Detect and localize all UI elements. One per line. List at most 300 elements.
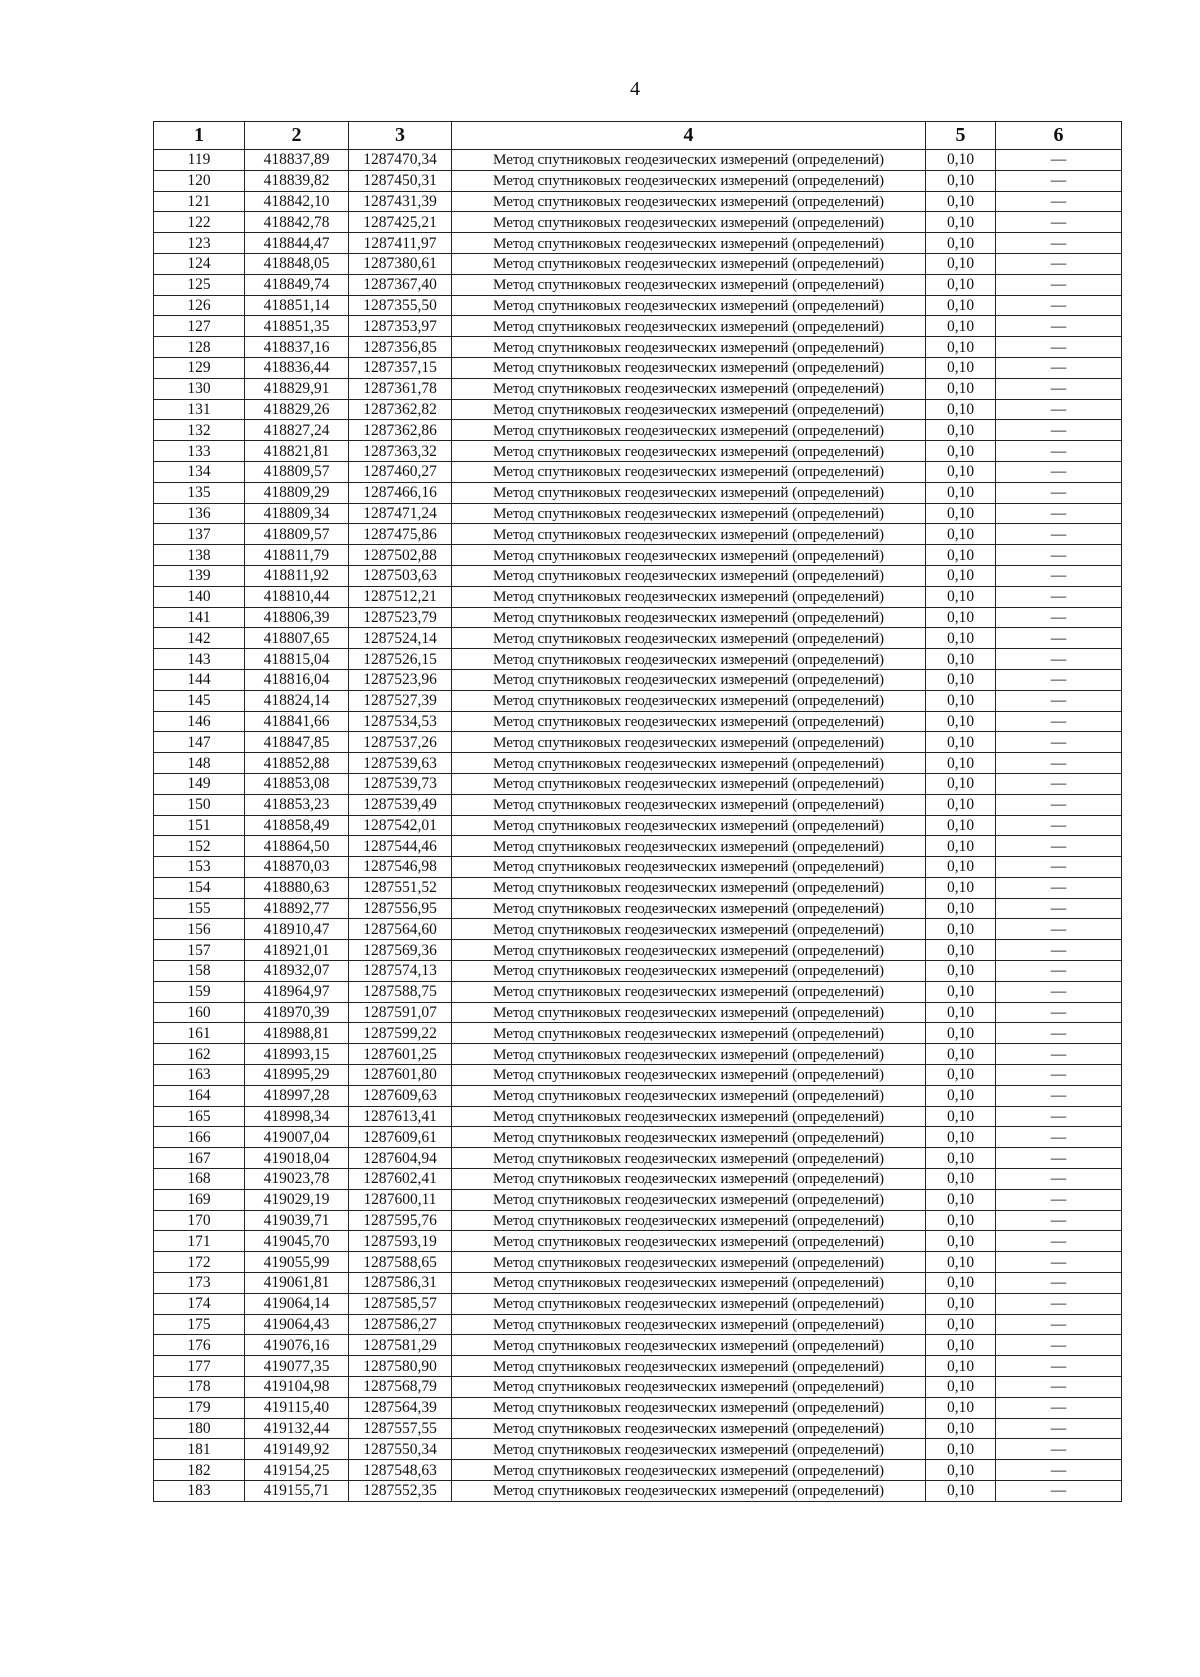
table-row [154, 1189, 1122, 1210]
point-number-cell: 173 [154, 1273, 245, 1294]
point-number-cell: 134 [154, 461, 245, 482]
accuracy-cell: 0,10 [926, 607, 996, 628]
method-cell: Метод спутниковых геодезических измерений (определений) [452, 815, 926, 836]
point-number-cell: 154 [154, 877, 245, 898]
point-number-cell: 121 [154, 191, 245, 212]
method-cell: Метод спутниковых геодезических измерений (определений) [452, 233, 926, 254]
accuracy-cell: 0,10 [926, 378, 996, 399]
accuracy-cell: 0,10 [926, 1210, 996, 1231]
method-cell: Метод спутниковых геодезических измерений (определений) [452, 1106, 926, 1127]
table-row [154, 1169, 1122, 1190]
x-coordinate-cell: 419064,14 [245, 1293, 349, 1314]
point-number-cell: 162 [154, 1044, 245, 1065]
point-number-cell: 124 [154, 253, 245, 274]
note-cell: — [996, 1273, 1122, 1294]
y-coordinate-cell: 1287604,94 [349, 1148, 452, 1169]
header-row [154, 122, 1122, 150]
note-cell: — [996, 1439, 1122, 1460]
point-number-cell: 168 [154, 1169, 245, 1190]
point-number-cell: 119 [154, 150, 245, 171]
accuracy-cell: 0,10 [926, 857, 996, 878]
y-coordinate-cell: 1287356,85 [349, 337, 452, 358]
table-header [154, 122, 1122, 150]
y-coordinate-cell: 1287425,21 [349, 212, 452, 233]
point-number-cell: 136 [154, 503, 245, 524]
table-row [154, 628, 1122, 649]
table-row [154, 607, 1122, 628]
table-row [154, 253, 1122, 274]
point-number-cell: 182 [154, 1460, 245, 1481]
table-row [154, 732, 1122, 753]
method-cell: Метод спутниковых геодезических измерений (определений) [452, 1356, 926, 1377]
accuracy-cell: 0,10 [926, 669, 996, 690]
accuracy-cell: 0,10 [926, 753, 996, 774]
x-coordinate-cell: 418997,28 [245, 1085, 349, 1106]
note-cell: — [996, 815, 1122, 836]
y-coordinate-cell: 1287574,13 [349, 961, 452, 982]
accuracy-cell: 0,10 [926, 150, 996, 171]
method-cell: Метод спутниковых геодезических измерений (определений) [452, 357, 926, 378]
note-cell: — [996, 1127, 1122, 1148]
table-row [154, 898, 1122, 919]
x-coordinate-cell: 418851,14 [245, 295, 349, 316]
accuracy-cell: 0,10 [926, 524, 996, 545]
x-coordinate-cell: 419061,81 [245, 1273, 349, 1294]
table-row [154, 649, 1122, 670]
accuracy-cell: 0,10 [926, 1460, 996, 1481]
method-cell: Метод спутниковых геодезических измерений (определений) [452, 1210, 926, 1231]
point-number-cell: 179 [154, 1397, 245, 1418]
accuracy-cell: 0,10 [926, 1418, 996, 1439]
y-coordinate-cell: 1287581,29 [349, 1335, 452, 1356]
table-row [154, 441, 1122, 462]
method-cell: Метод спутниковых геодезических измерений (определений) [452, 378, 926, 399]
table-row [154, 711, 1122, 732]
coordinates-table [153, 121, 1122, 1502]
x-coordinate-cell: 418932,07 [245, 961, 349, 982]
method-cell: Метод спутниковых геодезических измерений (определений) [452, 1148, 926, 1169]
accuracy-cell: 0,10 [926, 191, 996, 212]
note-cell: — [996, 337, 1122, 358]
method-cell: Метод спутниковых геодезических измерений (определений) [452, 1481, 926, 1502]
accuracy-cell: 0,10 [926, 1273, 996, 1294]
accuracy-cell: 0,10 [926, 1252, 996, 1273]
note-cell: — [996, 1085, 1122, 1106]
x-coordinate-cell: 418829,26 [245, 399, 349, 420]
point-number-cell: 131 [154, 399, 245, 420]
accuracy-cell: 0,10 [926, 1439, 996, 1460]
accuracy-cell: 0,10 [926, 1377, 996, 1398]
accuracy-cell: 0,10 [926, 711, 996, 732]
note-cell: — [996, 253, 1122, 274]
accuracy-cell: 0,10 [926, 1335, 996, 1356]
table-row [154, 1335, 1122, 1356]
table-row [154, 1044, 1122, 1065]
x-coordinate-cell: 418809,57 [245, 524, 349, 545]
x-coordinate-cell: 419029,19 [245, 1189, 349, 1210]
table-row [154, 981, 1122, 1002]
y-coordinate-cell: 1287363,32 [349, 441, 452, 462]
table-row [154, 877, 1122, 898]
method-cell: Метод спутниковых геодезических измерений (определений) [452, 1252, 926, 1273]
method-cell: Метод спутниковых геодезических измерений (определений) [452, 150, 926, 171]
accuracy-cell: 0,10 [926, 1356, 996, 1377]
method-cell: Метод спутниковых геодезических измерений (определений) [452, 940, 926, 961]
y-coordinate-cell: 1287526,15 [349, 649, 452, 670]
note-cell: — [996, 212, 1122, 233]
y-coordinate-cell: 1287357,15 [349, 357, 452, 378]
note-cell: — [996, 150, 1122, 171]
method-cell: Метод спутниковых геодезических измерений (определений) [452, 565, 926, 586]
accuracy-cell: 0,10 [926, 233, 996, 254]
y-coordinate-cell: 1287539,73 [349, 773, 452, 794]
method-cell: Метод спутниковых геодезических измерений (определений) [452, 1002, 926, 1023]
note-cell: — [996, 1106, 1122, 1127]
table-row [154, 233, 1122, 254]
note-cell: — [996, 649, 1122, 670]
table-row [154, 1273, 1122, 1294]
point-number-cell: 176 [154, 1335, 245, 1356]
x-coordinate-cell: 418809,29 [245, 482, 349, 503]
point-number-cell: 163 [154, 1065, 245, 1086]
point-number-cell: 146 [154, 711, 245, 732]
accuracy-cell: 0,10 [926, 586, 996, 607]
table-row [154, 961, 1122, 982]
method-cell: Метод спутниковых геодезических измерений (определений) [452, 1044, 926, 1065]
method-cell: Метод спутниковых геодезических измерений (определений) [452, 1023, 926, 1044]
method-cell: Метод спутниковых геодезических измерений (определений) [452, 1397, 926, 1418]
y-coordinate-cell: 1287588,65 [349, 1252, 452, 1273]
x-coordinate-cell: 419155,71 [245, 1481, 349, 1502]
point-number-cell: 170 [154, 1210, 245, 1231]
y-coordinate-cell: 1287552,35 [349, 1481, 452, 1502]
note-cell: — [996, 316, 1122, 337]
note-cell: — [996, 295, 1122, 316]
accuracy-cell: 0,10 [926, 212, 996, 233]
accuracy-cell: 0,10 [926, 961, 996, 982]
note-cell: — [996, 1356, 1122, 1377]
y-coordinate-cell: 1287361,78 [349, 378, 452, 399]
accuracy-cell: 0,10 [926, 1231, 996, 1252]
x-coordinate-cell: 418811,79 [245, 545, 349, 566]
column-header-4: 4 [452, 122, 926, 150]
x-coordinate-cell: 419149,92 [245, 1439, 349, 1460]
y-coordinate-cell: 1287580,90 [349, 1356, 452, 1377]
x-coordinate-cell: 418839,82 [245, 170, 349, 191]
x-coordinate-cell: 418836,44 [245, 357, 349, 378]
y-coordinate-cell: 1287466,16 [349, 482, 452, 503]
point-number-cell: 148 [154, 753, 245, 774]
x-coordinate-cell: 418853,08 [245, 773, 349, 794]
table-row [154, 690, 1122, 711]
y-coordinate-cell: 1287556,95 [349, 898, 452, 919]
x-coordinate-cell: 419154,25 [245, 1460, 349, 1481]
y-coordinate-cell: 1287527,39 [349, 690, 452, 711]
method-cell: Метод спутниковых геодезических измерений (определений) [452, 1460, 926, 1481]
accuracy-cell: 0,10 [926, 649, 996, 670]
x-coordinate-cell: 419115,40 [245, 1397, 349, 1418]
column-header-6: 6 [996, 122, 1122, 150]
point-number-cell: 143 [154, 649, 245, 670]
table-row [154, 1127, 1122, 1148]
y-coordinate-cell: 1287586,27 [349, 1314, 452, 1335]
x-coordinate-cell: 418848,05 [245, 253, 349, 274]
x-coordinate-cell: 419104,98 [245, 1377, 349, 1398]
y-coordinate-cell: 1287524,14 [349, 628, 452, 649]
page-number: 4 [630, 78, 640, 100]
y-coordinate-cell: 1287609,63 [349, 1085, 452, 1106]
point-number-cell: 125 [154, 274, 245, 295]
table-row [154, 919, 1122, 940]
x-coordinate-cell: 418852,88 [245, 753, 349, 774]
method-cell: Метод спутниковых геодезических измерений (определений) [452, 524, 926, 545]
y-coordinate-cell: 1287523,79 [349, 607, 452, 628]
note-cell: — [996, 233, 1122, 254]
accuracy-cell: 0,10 [926, 482, 996, 503]
note-cell: — [996, 940, 1122, 961]
point-number-cell: 161 [154, 1023, 245, 1044]
table-row [154, 1377, 1122, 1398]
accuracy-cell: 0,10 [926, 1314, 996, 1335]
x-coordinate-cell: 418829,91 [245, 378, 349, 399]
table-row [154, 1397, 1122, 1418]
method-cell: Метод спутниковых геодезических измерений (определений) [452, 1439, 926, 1460]
table-row [154, 1106, 1122, 1127]
method-cell: Метод спутниковых геодезических измерений (определений) [452, 191, 926, 212]
point-number-cell: 169 [154, 1189, 245, 1210]
point-number-cell: 159 [154, 981, 245, 1002]
point-number-cell: 180 [154, 1418, 245, 1439]
method-cell: Метод спутниковых геодезических измерений (определений) [452, 1377, 926, 1398]
note-cell: — [996, 877, 1122, 898]
point-number-cell: 164 [154, 1085, 245, 1106]
accuracy-cell: 0,10 [926, 981, 996, 1002]
point-number-cell: 130 [154, 378, 245, 399]
y-coordinate-cell: 1287585,57 [349, 1293, 452, 1314]
y-coordinate-cell: 1287362,82 [349, 399, 452, 420]
note-cell: — [996, 357, 1122, 378]
table-row [154, 586, 1122, 607]
note-cell: — [996, 753, 1122, 774]
method-cell: Метод спутниковых геодезических измерений (определений) [452, 420, 926, 441]
table-row [154, 1252, 1122, 1273]
accuracy-cell: 0,10 [926, 170, 996, 191]
y-coordinate-cell: 1287539,63 [349, 753, 452, 774]
y-coordinate-cell: 1287569,36 [349, 940, 452, 961]
note-cell: — [996, 607, 1122, 628]
table-row [154, 773, 1122, 794]
table-row [154, 565, 1122, 586]
table-row [154, 1065, 1122, 1086]
note-cell: — [996, 732, 1122, 753]
point-number-cell: 137 [154, 524, 245, 545]
accuracy-cell: 0,10 [926, 1106, 996, 1127]
x-coordinate-cell: 418849,74 [245, 274, 349, 295]
point-number-cell: 139 [154, 565, 245, 586]
table-row [154, 940, 1122, 961]
y-coordinate-cell: 1287471,24 [349, 503, 452, 524]
note-cell: — [996, 378, 1122, 399]
table-row [154, 815, 1122, 836]
y-coordinate-cell: 1287548,63 [349, 1460, 452, 1481]
point-number-cell: 147 [154, 732, 245, 753]
note-cell: — [996, 1252, 1122, 1273]
method-cell: Метод спутниковых геодезических измерений (определений) [452, 441, 926, 462]
method-cell: Метод спутниковых геодезических измерений (определений) [452, 1273, 926, 1294]
note-cell: — [996, 420, 1122, 441]
x-coordinate-cell: 418970,39 [245, 1002, 349, 1023]
table-row [154, 1439, 1122, 1460]
x-coordinate-cell: 418864,50 [245, 836, 349, 857]
table-row [154, 753, 1122, 774]
point-number-cell: 132 [154, 420, 245, 441]
method-cell: Метод спутниковых геодезических измерений (определений) [452, 295, 926, 316]
y-coordinate-cell: 1287512,21 [349, 586, 452, 607]
note-cell: — [996, 1044, 1122, 1065]
x-coordinate-cell: 419077,35 [245, 1356, 349, 1377]
point-number-cell: 135 [154, 482, 245, 503]
y-coordinate-cell: 1287546,98 [349, 857, 452, 878]
note-cell: — [996, 1460, 1122, 1481]
x-coordinate-cell: 418892,77 [245, 898, 349, 919]
table-row [154, 857, 1122, 878]
note-cell: — [996, 1189, 1122, 1210]
accuracy-cell: 0,10 [926, 1481, 996, 1502]
note-cell: — [996, 1023, 1122, 1044]
accuracy-cell: 0,10 [926, 836, 996, 857]
note-cell: — [996, 628, 1122, 649]
point-number-cell: 126 [154, 295, 245, 316]
table-row [154, 524, 1122, 545]
x-coordinate-cell: 418842,78 [245, 212, 349, 233]
method-cell: Метод спутниковых геодезических измерений (определений) [452, 503, 926, 524]
note-cell: — [996, 461, 1122, 482]
note-cell: — [996, 170, 1122, 191]
table-row [154, 503, 1122, 524]
note-cell: — [996, 274, 1122, 295]
y-coordinate-cell: 1287353,97 [349, 316, 452, 337]
x-coordinate-cell: 418851,35 [245, 316, 349, 337]
point-number-cell: 178 [154, 1377, 245, 1398]
method-cell: Метод спутниковых геодезических измерений (определений) [452, 1169, 926, 1190]
method-cell: Метод спутниковых геодезических измерений (определений) [452, 607, 926, 628]
method-cell: Метод спутниковых геодезических измерений (определений) [452, 1314, 926, 1335]
note-cell: — [996, 961, 1122, 982]
method-cell: Метод спутниковых геодезических измерений (определений) [452, 898, 926, 919]
table-row [154, 212, 1122, 233]
table-row [154, 482, 1122, 503]
note-cell: — [996, 441, 1122, 462]
note-cell: — [996, 1293, 1122, 1314]
x-coordinate-cell: 418870,03 [245, 857, 349, 878]
point-number-cell: 175 [154, 1314, 245, 1335]
table-row [154, 420, 1122, 441]
y-coordinate-cell: 1287613,41 [349, 1106, 452, 1127]
table-body [154, 150, 1122, 1502]
point-number-cell: 123 [154, 233, 245, 254]
accuracy-cell: 0,10 [926, 295, 996, 316]
table-row [154, 1418, 1122, 1439]
y-coordinate-cell: 1287602,41 [349, 1169, 452, 1190]
method-cell: Метод спутниковых геодезических измерений (определений) [452, 981, 926, 1002]
table-row [154, 150, 1122, 171]
method-cell: Метод спутниковых геодезических измерений (определений) [452, 877, 926, 898]
y-coordinate-cell: 1287599,22 [349, 1023, 452, 1044]
y-coordinate-cell: 1287411,97 [349, 233, 452, 254]
y-coordinate-cell: 1287460,27 [349, 461, 452, 482]
method-cell: Метод спутниковых геодезических измерений (определений) [452, 399, 926, 420]
accuracy-cell: 0,10 [926, 503, 996, 524]
method-cell: Метод спутниковых геодезических измерений (определений) [452, 212, 926, 233]
note-cell: — [996, 586, 1122, 607]
y-coordinate-cell: 1287557,55 [349, 1418, 452, 1439]
accuracy-cell: 0,10 [926, 565, 996, 586]
table-row [154, 399, 1122, 420]
method-cell: Метод спутниковых геодезических измерений (определений) [452, 711, 926, 732]
point-number-cell: 158 [154, 961, 245, 982]
y-coordinate-cell: 1287537,26 [349, 732, 452, 753]
x-coordinate-cell: 418847,85 [245, 732, 349, 753]
x-coordinate-cell: 418807,65 [245, 628, 349, 649]
x-coordinate-cell: 419007,04 [245, 1127, 349, 1148]
point-number-cell: 181 [154, 1439, 245, 1460]
method-cell: Метод спутниковых геодезических измерений (определений) [452, 545, 926, 566]
y-coordinate-cell: 1287564,39 [349, 1397, 452, 1418]
x-coordinate-cell: 418998,34 [245, 1106, 349, 1127]
point-number-cell: 149 [154, 773, 245, 794]
x-coordinate-cell: 419023,78 [245, 1169, 349, 1190]
x-coordinate-cell: 418993,15 [245, 1044, 349, 1065]
method-cell: Метод спутниковых геодезических измерений (определений) [452, 1293, 926, 1314]
x-coordinate-cell: 418880,63 [245, 877, 349, 898]
point-number-cell: 160 [154, 1002, 245, 1023]
y-coordinate-cell: 1287588,75 [349, 981, 452, 1002]
method-cell: Метод спутниковых геодезических измерений (определений) [452, 1127, 926, 1148]
accuracy-cell: 0,10 [926, 919, 996, 940]
point-number-cell: 133 [154, 441, 245, 462]
table-row [154, 337, 1122, 358]
accuracy-cell: 0,10 [926, 1169, 996, 1190]
table-row [154, 545, 1122, 566]
method-cell: Метод спутниковых геодезических измерений (определений) [452, 961, 926, 982]
table-row [154, 461, 1122, 482]
table-row [154, 1314, 1122, 1335]
x-coordinate-cell: 418809,34 [245, 503, 349, 524]
point-number-cell: 138 [154, 545, 245, 566]
accuracy-cell: 0,10 [926, 441, 996, 462]
x-coordinate-cell: 418816,04 [245, 669, 349, 690]
y-coordinate-cell: 1287534,53 [349, 711, 452, 732]
column-header-3: 3 [349, 122, 452, 150]
table-row [154, 357, 1122, 378]
accuracy-cell: 0,10 [926, 253, 996, 274]
table-row [154, 1023, 1122, 1044]
table-row [154, 1356, 1122, 1377]
note-cell: — [996, 857, 1122, 878]
note-cell: — [996, 565, 1122, 586]
note-cell: — [996, 773, 1122, 794]
table-row [154, 836, 1122, 857]
note-cell: — [996, 836, 1122, 857]
y-coordinate-cell: 1287367,40 [349, 274, 452, 295]
x-coordinate-cell: 418809,57 [245, 461, 349, 482]
point-number-cell: 183 [154, 1481, 245, 1502]
accuracy-cell: 0,10 [926, 461, 996, 482]
x-coordinate-cell: 419132,44 [245, 1418, 349, 1439]
note-cell: — [996, 1397, 1122, 1418]
column-header-5: 5 [926, 122, 996, 150]
note-cell: — [996, 794, 1122, 815]
